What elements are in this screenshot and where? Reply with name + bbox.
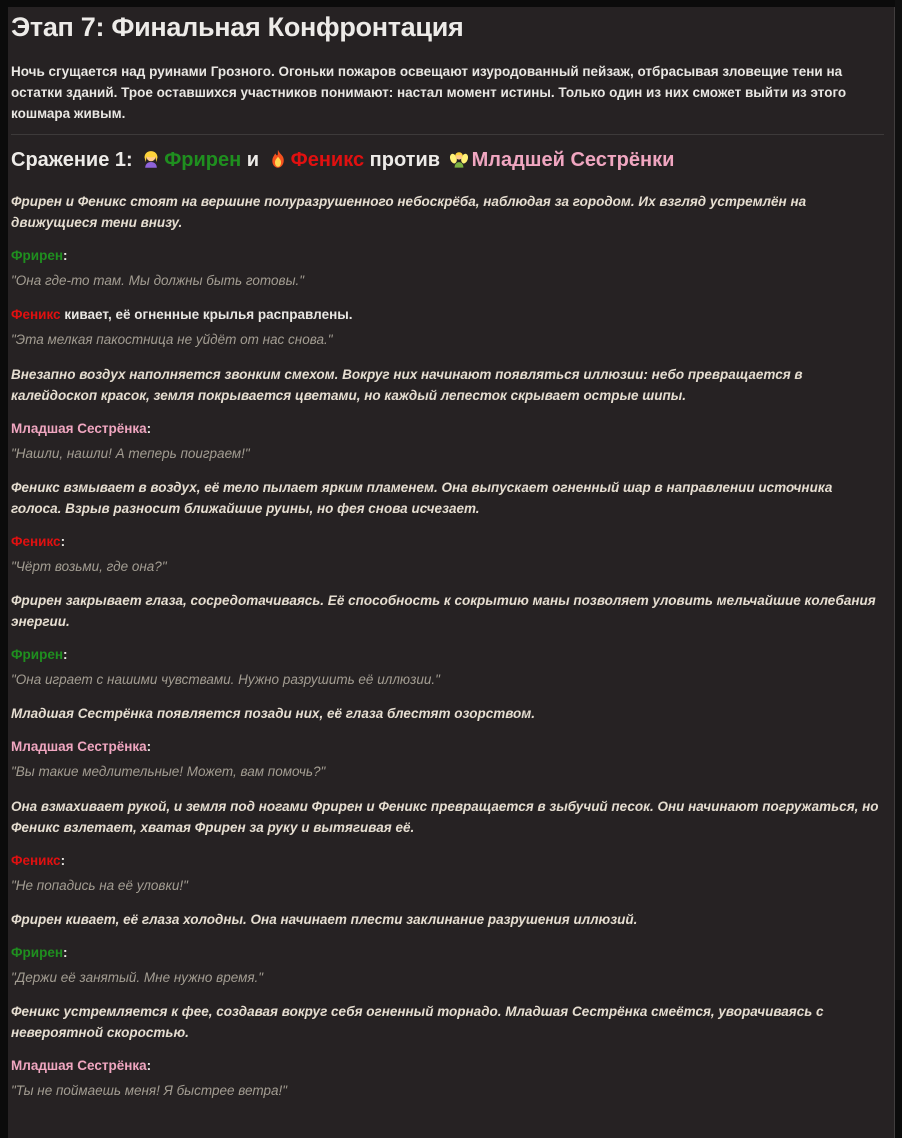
narration-paragraph: Фрирен кивает, её глаза холодны. Она начинает плести заклинание разрушения иллюзий. [11, 909, 884, 930]
scrollbar-track[interactable] [895, 0, 902, 1000]
battle-heading-conjunction: и [241, 149, 264, 171]
narration-paragraph: Феникс взмывает в воздух, её тело пылает ярким пламенем. Она выпускает огненный шар в направлении источника голоса. Взрыв разносит ближайшие руины, но фея снова исчезает. [11, 477, 884, 519]
dialogue-quote: "Она где-то там. Мы должны быть готовы." [11, 271, 884, 291]
speaker-name: Младшая Сестрёнка [11, 421, 147, 436]
blond-woman-icon [141, 149, 161, 169]
dialogue-quote: "Не попадись на её уловки!" [11, 876, 884, 896]
speaker-label-frieren [11, 944, 884, 963]
narration-paragraph: Внезапно воздух наполняется звонким смехом. Вокруг них начинают появляться иллюзии: небо превращается в калейдоскоп красок, земля покрывается цветами, но каждый лепесток скрывает острые шипы. [11, 364, 884, 406]
speaker-name: Младшая Сестрёнка [11, 1058, 147, 1073]
narration-paragraph: Она взмахивает рукой, и земля под ногами Фрирен и Феникс превращается в зыбучий песок. Они начинают погружаться, но Феникс взлетает, хватая Фрирен за руку и вытягивая её. [11, 796, 884, 838]
dialogue-quote: "Чёрт возьми, где она?" [11, 557, 884, 577]
fighter1-name: Фрирен [164, 149, 241, 171]
speaker-colon: : [61, 853, 66, 868]
speaker-label-sister [11, 738, 884, 757]
speaker-name: Младшая Сестрёнка [11, 739, 147, 754]
story-panel [8, 7, 895, 1138]
dialogue-quote: "Держи её занятый. Мне нужно время." [11, 968, 884, 988]
dialogue-quote: "Ты не поймаешь меня! Я быстрее ветра!" [11, 1081, 884, 1101]
divider [11, 134, 884, 135]
speaker-colon: : [61, 534, 66, 549]
speaker-label-phoenix [11, 533, 884, 552]
intro-paragraph: Ночь сгущается над руинами Грозного. Огоньки пожаров освещают изуродованный пейзаж, отбрасывая зловещие тени на остатки зданий. Трое оставшихся участников понимают: настал момент истины. Только один из них сможет выйти из этого кошмара живым. [11, 61, 884, 124]
opponent-name: Младшей Сестрёнки [472, 149, 675, 171]
page-title: Этап 7: Финальная Конфронтация [11, 11, 884, 45]
story-blocks [11, 191, 884, 1101]
speaker-colon: : [147, 739, 152, 754]
speaker-name: Феникс [11, 534, 61, 549]
speaker-name: Фрирен [11, 647, 63, 662]
speaker-label-sister [11, 420, 884, 439]
speaker-label-sister [11, 1057, 884, 1076]
speaker-label-phoenix [11, 852, 884, 871]
speaker-name: Фрирен [11, 248, 63, 263]
battle-heading-prefix: Сражение 1: [11, 149, 138, 171]
battle-heading [11, 147, 884, 173]
battle-heading-versus: против [364, 149, 446, 171]
speaker-colon: : [63, 248, 68, 263]
speaker-name: Фрирен [11, 945, 63, 960]
dialogue-quote: "Вы такие медлительные! Может, вам помочь?" [11, 762, 884, 782]
dialogue-quote: "Она играет с нашими чувствами. Нужно разрушить её иллюзии." [11, 670, 884, 690]
dialogue-quote: "Эта мелкая пакостница не уйдёт от нас снова." [11, 330, 884, 350]
dialogue-quote: "Нашли, нашли! А теперь поиграем!" [11, 444, 884, 464]
speaker-colon: : [63, 945, 68, 960]
speaker-name: Феникс [11, 853, 61, 868]
fighter2-name: Феникс [291, 149, 364, 171]
speaker-colon: : [63, 647, 68, 662]
narration-paragraph: Фрирен закрывает глаза, сосредотачиваясь. Её способность к сокрытию маны позволяет уловить мельчайшие колебания энергии. [11, 590, 884, 632]
fire-icon [268, 149, 288, 169]
speaker-colon: : [147, 421, 152, 436]
narration-paragraph: Фрирен и Феникс стоят на вершине полуразрушенного небоскрёба, наблюдая за городом. Их взгляд устремлён на движущиеся тени внизу. [11, 191, 884, 233]
narration-paragraph: Феникс устремляется к фее, создавая вокруг себя огненный торнадо. Младшая Сестрёнка смеётся, уворачиваясь с невероятной скоростью. [11, 1001, 884, 1043]
speaker-colon: : [147, 1058, 152, 1073]
fairy-icon [449, 149, 469, 169]
speaker-label-frieren [11, 646, 884, 665]
speaker-label-frieren [11, 247, 884, 266]
speaker-name: Феникс [11, 307, 61, 322]
action-text: кивает, её огненные крылья расправлены. [64, 307, 352, 322]
action-paragraph [11, 305, 884, 325]
narration-paragraph: Младшая Сестрёнка появляется позади них, её глаза блестят озорством. [11, 703, 884, 724]
